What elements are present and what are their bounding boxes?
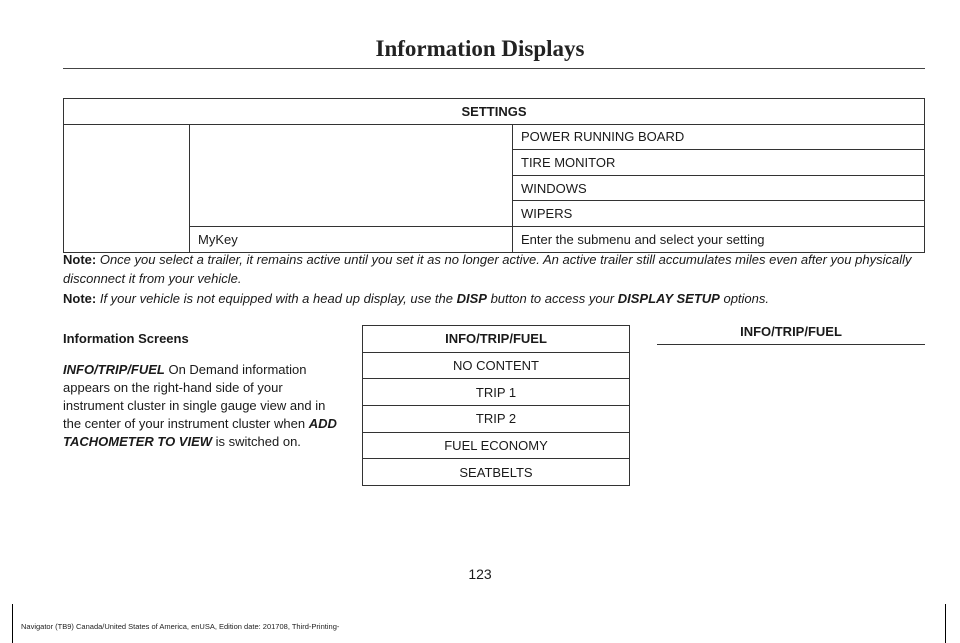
table-cell: TIRE MONITOR	[513, 150, 925, 176]
table-cell: FUEL ECONOMY	[363, 432, 630, 459]
note-trailer	[63, 250, 925, 288]
note-label: Note:	[63, 291, 97, 306]
paragraph-text: On Demand information appears on the right-hand side of your instrument cluster in single gauge view and in the center of your instrument cluster when	[63, 362, 326, 431]
table-row	[363, 379, 630, 406]
table-cell: MyKey	[190, 226, 513, 252]
paragraph-text: is switched on.	[212, 434, 301, 449]
table-header-row	[363, 326, 630, 353]
page-number: 123	[468, 566, 492, 582]
table-cell-empty	[64, 124, 190, 252]
table-cell-empty	[190, 124, 513, 226]
table-cell: TRIP 1	[363, 379, 630, 406]
note-head-up-display	[63, 289, 925, 308]
table-cell: NO CONTENT	[363, 352, 630, 379]
paragraph-emphasis: INFO/TRIP/FUEL	[63, 362, 165, 377]
note-emphasis-display-setup: DISPLAY SETUP	[617, 291, 720, 306]
info-trip-fuel-table	[362, 325, 630, 486]
note-text: button to access your	[486, 291, 618, 306]
table-row	[363, 352, 630, 379]
table-cell: WIPERS	[513, 201, 925, 227]
paragraph-emphasis: ADD TACHOMETER TO VIEW	[63, 416, 337, 449]
table-cell: WINDOWS	[513, 175, 925, 201]
header-rule	[63, 68, 925, 69]
info-table-header: INFO/TRIP/FUEL	[363, 326, 630, 353]
table-cell: SEATBELTS	[363, 459, 630, 486]
table-row	[363, 459, 630, 486]
info-right-header: INFO/TRIP/FUEL	[740, 324, 842, 339]
info-right-rule	[657, 344, 925, 345]
table-header-row	[64, 99, 925, 125]
section-title: Information Screens	[63, 331, 189, 346]
table-row	[64, 124, 925, 150]
note-label: Note:	[63, 252, 97, 267]
crop-mark-left	[12, 604, 13, 643]
crop-mark-right	[945, 604, 946, 643]
page-title: Information Displays	[375, 36, 585, 61]
info-screens-section	[63, 330, 338, 451]
table-cell: Enter the submenu and select your setting	[513, 226, 925, 252]
note-emphasis-disp: DISP	[456, 291, 487, 306]
table-row	[363, 406, 630, 433]
note-text: options.	[719, 291, 770, 306]
settings-table	[63, 98, 925, 253]
table-cell: POWER RUNNING BOARD	[513, 124, 925, 150]
table-row	[363, 432, 630, 459]
footer-edition-text: Navigator (TB9) Canada/United States of America, enUSA, Edition date: 201708, Third-Printing-	[21, 622, 340, 631]
note-text: If your vehicle is not equipped with a head up display, use the	[96, 291, 457, 306]
table-row	[64, 226, 925, 252]
settings-table-header: SETTINGS	[64, 99, 925, 125]
info-screens-paragraph	[63, 361, 338, 451]
note-text: Once you select a trailer, it remains active until you set it as no longer active. An active trailer still accumulates miles even after you physically disconnect it from your vehicle.	[63, 252, 912, 286]
table-cell: TRIP 2	[363, 406, 630, 433]
